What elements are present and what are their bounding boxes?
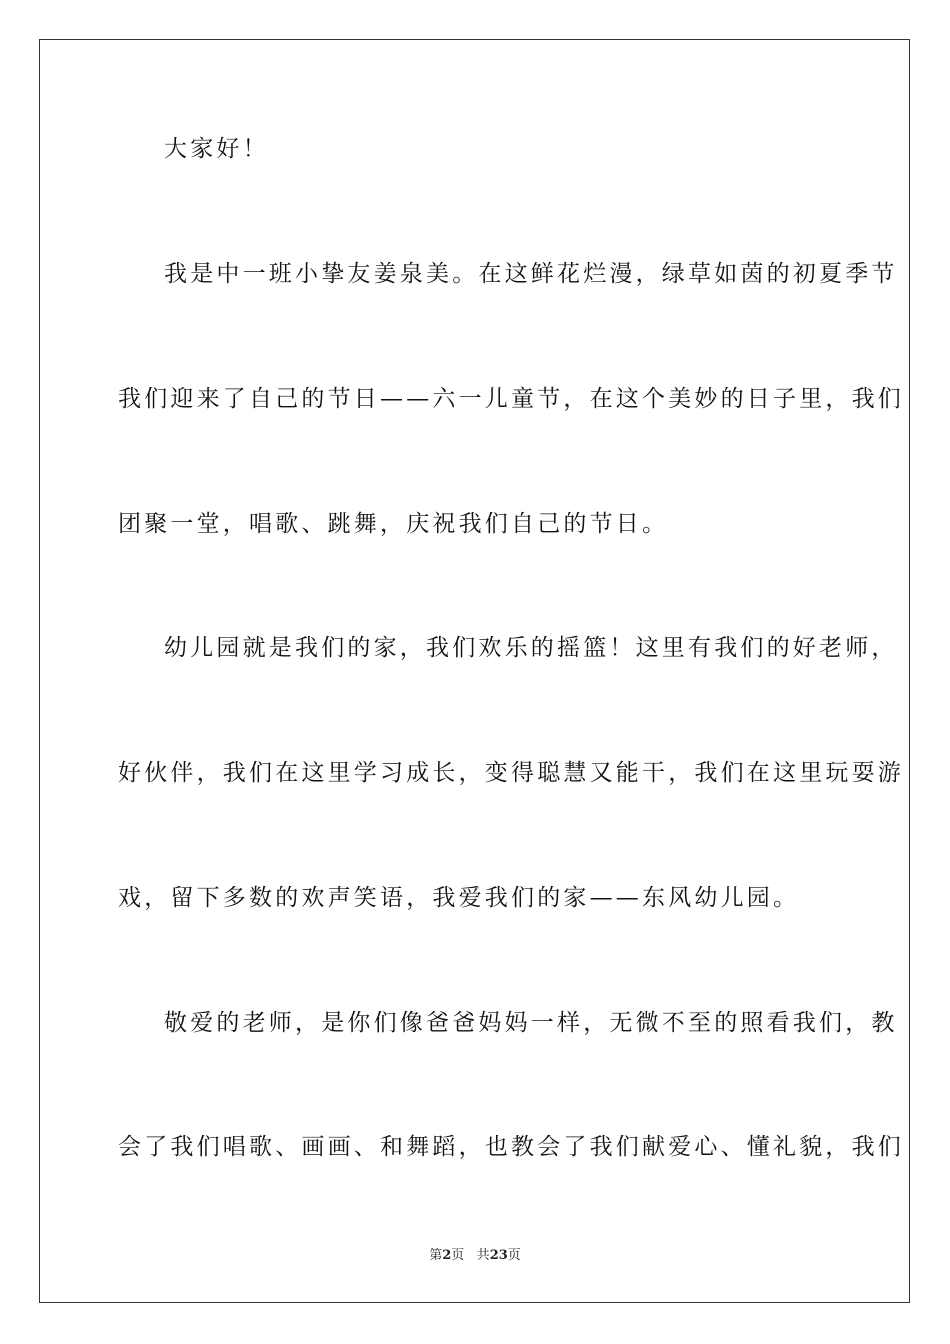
paragraph-1-line-2: 我们迎来了自己的节日——六一儿童节，在这个美妙的日子里，我们 [118, 386, 904, 412]
page-frame [39, 39, 910, 1303]
paragraph-2-line-1: 幼儿园就是我们的家，我们欢乐的摇篮！这里有我们的好老师， [164, 635, 898, 661]
footer-page-number: 2 [442, 1248, 452, 1263]
paragraph-3-line-1: 敬爱的老师，是你们像爸爸妈妈一样，无微不至的照看我们，教 [164, 1010, 898, 1036]
footer-page-suffix: 页 [451, 1248, 465, 1263]
paragraph-3-line-2: 会了我们唱歌、画画、和舞蹈，也教会了我们献爱心、懂礼貌，我们 [118, 1134, 904, 1160]
paragraph-1-line-3: 团聚一堂，唱歌、跳舞，庆祝我们自己的节日。 [118, 511, 669, 537]
paragraph-1-line-1: 我是中一班小挚友姜泉美。在这鲜花烂漫，绿草如茵的初夏季节 [164, 261, 898, 287]
footer-page-prefix: 第 [429, 1248, 443, 1263]
page-footer [0, 1248, 950, 1264]
footer-total-pages: 23 [489, 1248, 508, 1263]
paragraph-2-line-2: 好伙伴，我们在这里学习成长，变得聪慧又能干，我们在这里玩耍游 [118, 760, 904, 786]
footer-total-prefix: 共 [476, 1248, 490, 1263]
greeting-line: 大家好！ [164, 136, 269, 162]
paragraph-2-line-3: 戏，留下多数的欢声笑语，我爱我们的家——东风幼儿园。 [118, 885, 800, 911]
footer-total-suffix: 页 [507, 1248, 521, 1263]
